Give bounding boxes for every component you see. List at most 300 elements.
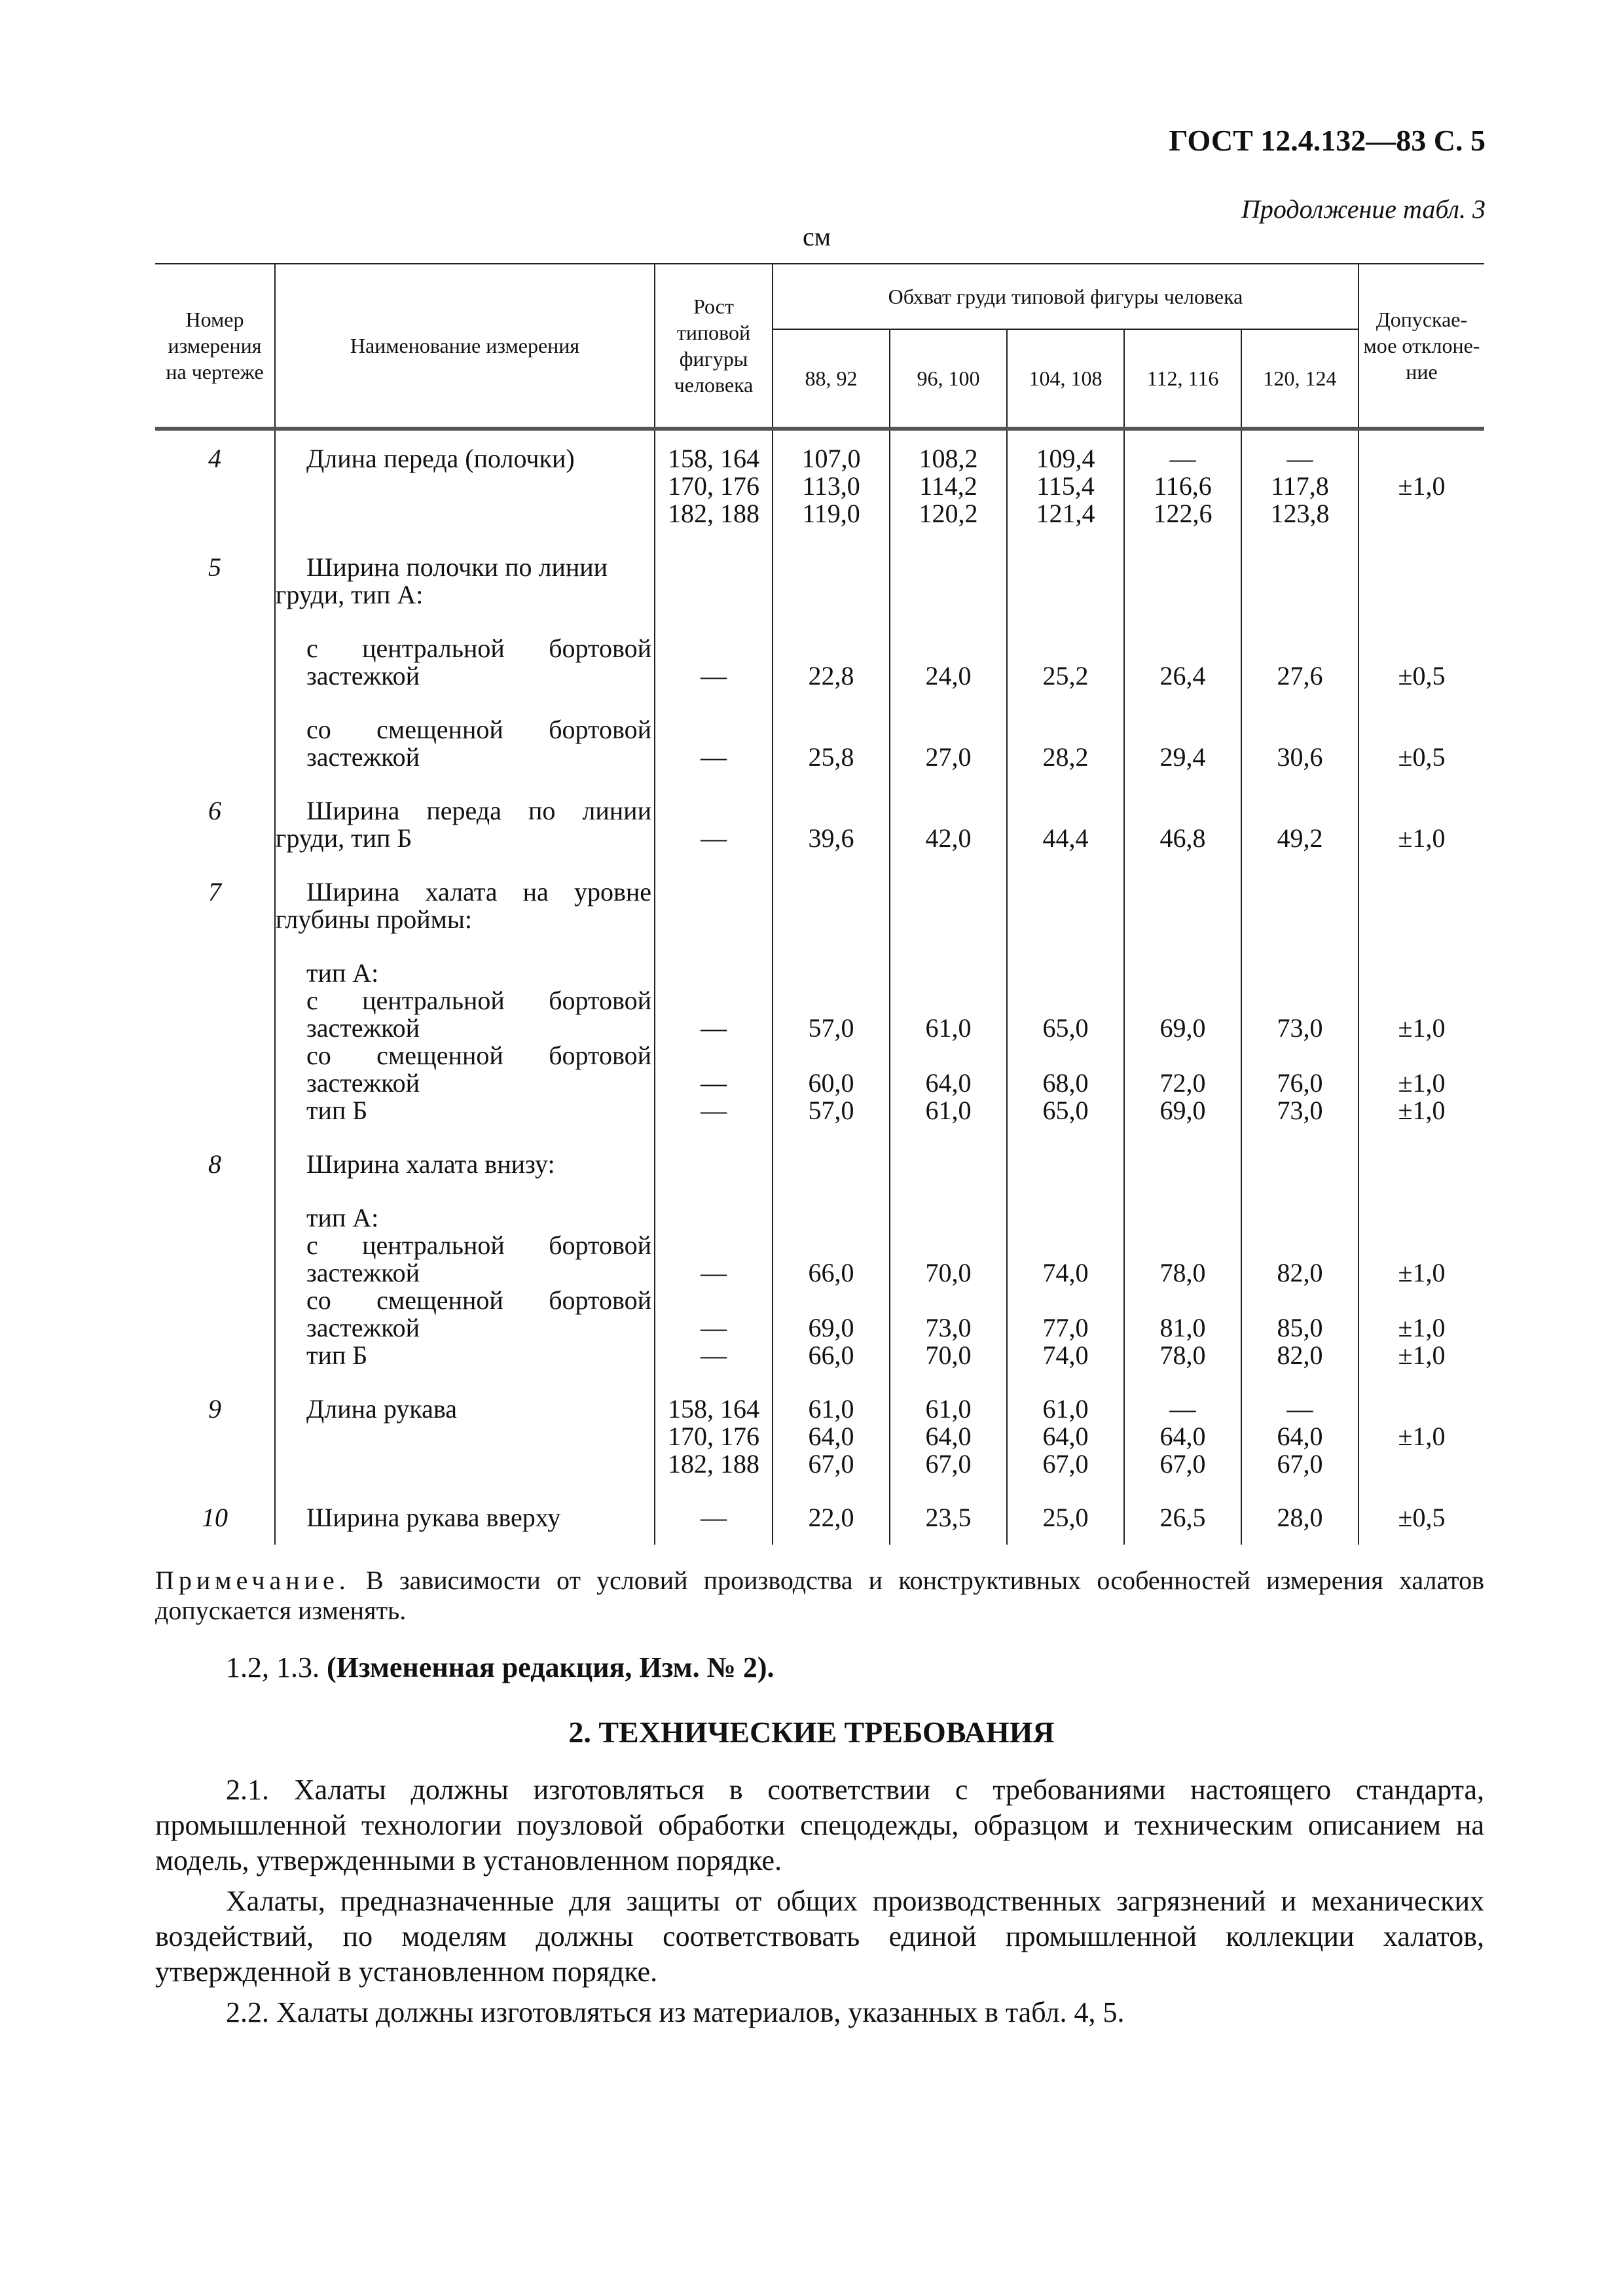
section-title: 2. ТЕХНИЧЕСКИЕ ТРЕБОВАНИЯ — [568, 1715, 1055, 1749]
tolerance — [1359, 1504, 1484, 1545]
measurement-name-line: тип Б — [306, 1340, 368, 1370]
chest-value — [890, 1504, 1007, 1545]
row-spacer — [1249, 852, 1351, 878]
measurement-name — [275, 1151, 655, 1395]
tolerance-value — [1366, 960, 1478, 987]
measurement-number-text: 4 — [208, 444, 221, 473]
row-spacer — [662, 933, 765, 960]
chest-value-cell — [1014, 581, 1117, 609]
tolerance-value: ±1,0 — [1398, 1013, 1446, 1043]
chest-value-cell — [780, 1287, 883, 1314]
figure-height-value: — — [701, 1068, 727, 1098]
row-spacer — [276, 1478, 651, 1504]
chest-value-cell — [1014, 1042, 1117, 1069]
chest-value — [1241, 429, 1359, 554]
paragraph-2-1-cont — [155, 1884, 1484, 1990]
measurement-name-line: застежкой — [306, 1013, 420, 1043]
chest-value-cell: 121,4 — [1036, 499, 1095, 528]
chest-value-cell: 69,0 — [808, 1313, 854, 1342]
measurement-name-line — [276, 500, 651, 528]
header-measurement-name: Наименование измерения — [275, 264, 655, 429]
chest-value-cell — [1131, 581, 1234, 609]
row-spacer — [662, 1478, 765, 1504]
chest-value-cell — [1014, 554, 1117, 581]
chest-value-cell: 66,0 — [808, 1258, 854, 1287]
row-spacer — [897, 1478, 1000, 1504]
chest-value-cell: 108,2 — [919, 444, 978, 473]
tolerance-value — [1366, 716, 1478, 744]
measurement-number — [155, 554, 275, 797]
row-spacer — [897, 528, 1000, 554]
chest-value-cell: 57,0 — [808, 1013, 854, 1043]
chest-value-cell — [780, 1232, 883, 1259]
measurement-name — [275, 797, 655, 878]
chest-value-cell — [897, 1287, 1000, 1314]
tolerance-value: ±1,0 — [1398, 1313, 1446, 1342]
note-text: В зависимости от условий производства и конструктивных особенностей измерения халатов допускается изменять. — [155, 1566, 1484, 1625]
row-spacer — [1131, 609, 1234, 635]
chest-value-cell: 122,6 — [1153, 499, 1213, 528]
measurement-name-line: тип Б — [306, 1096, 368, 1125]
measurement-name-line: Ширина халата внизу: — [306, 1149, 555, 1179]
row-spacer — [1014, 1124, 1117, 1151]
chest-value-cell: 72,0 — [1159, 1068, 1206, 1098]
chest-value-cell — [897, 1204, 1000, 1232]
tolerance — [1359, 554, 1484, 797]
chest-value-cell — [1131, 1204, 1234, 1232]
measurement-name-line: Длина переда (полочки) — [306, 444, 575, 473]
chest-value-cell: 61,0 — [925, 1096, 972, 1125]
chest-value-cell: 49,2 — [1277, 823, 1323, 853]
row-spacer — [1366, 1124, 1478, 1151]
chest-value-cell — [1014, 797, 1117, 825]
table-row — [155, 554, 1484, 797]
chest-value-cell — [897, 1042, 1000, 1069]
chest-value-cell: — — [1169, 444, 1196, 473]
chest-value-cell: 57,0 — [808, 1096, 854, 1125]
chest-value-cell — [897, 960, 1000, 987]
row-spacer — [1366, 609, 1478, 635]
measurement-name-line: груди, тип А: — [276, 580, 424, 609]
measurement-name-line: Ширина переда по линии — [306, 796, 651, 825]
figure-height-value: — — [701, 1503, 727, 1532]
measurement-name-line: застежкой — [306, 1258, 420, 1287]
tolerance-value — [1366, 1204, 1478, 1232]
row-spacer — [780, 1124, 883, 1151]
measurement-name — [275, 878, 655, 1151]
figure-height-value — [662, 1151, 765, 1178]
measurement-name-line: Ширина полочки по линии — [306, 552, 608, 582]
table-unit-label: см — [803, 222, 831, 251]
chest-value-cell: — — [1286, 1394, 1313, 1424]
chest-value-cell: 78,0 — [1159, 1258, 1206, 1287]
chest-value-cell: 25,2 — [1042, 661, 1089, 691]
row-spacer — [662, 609, 765, 635]
figure-height-value — [662, 1287, 765, 1314]
measurement-name-line: тип А: — [306, 1203, 379, 1232]
chest-value — [1241, 1504, 1359, 1545]
figure-height-value: — — [701, 742, 727, 772]
row-spacer — [1131, 690, 1234, 716]
chest-value-cell: 61,0 — [1042, 1394, 1089, 1424]
chest-value-cell: 81,0 — [1159, 1313, 1206, 1342]
header-chest-size: 88, 92 — [773, 329, 890, 429]
row-spacer — [1366, 1369, 1478, 1395]
tolerance-value: ±1,0 — [1398, 1340, 1446, 1370]
measurement-number-text: 10 — [202, 1503, 228, 1532]
tolerance-value — [1366, 581, 1478, 609]
chest-value-cell: 74,0 — [1042, 1340, 1089, 1370]
chest-value-cell — [1249, 635, 1351, 662]
chest-value-cell: 44,4 — [1042, 823, 1089, 853]
row-spacer — [662, 1124, 765, 1151]
chest-value-cell — [897, 581, 1000, 609]
paragraph-2-1 — [155, 1772, 1484, 1878]
header-chest-size: 96, 100 — [890, 329, 1007, 429]
chest-value-cell — [1249, 1287, 1351, 1314]
chest-value-cell — [1014, 878, 1117, 906]
header-figure-height: Рост типовой фигуры человека — [655, 264, 773, 429]
row-spacer — [276, 933, 651, 960]
paragraph-2-2 — [155, 1995, 1484, 2030]
chest-value-cell: 28,2 — [1042, 742, 1089, 772]
chest-value — [1007, 1151, 1124, 1395]
chest-value-cell — [897, 1232, 1000, 1259]
chest-value-cell: 73,0 — [1277, 1096, 1323, 1125]
row-spacer — [1014, 1178, 1117, 1204]
page-header: ГОСТ 12.4.132—83 С. 5 — [1169, 124, 1486, 157]
chest-value-cell: — — [1286, 444, 1313, 473]
row-spacer — [897, 852, 1000, 878]
figure-height — [655, 1395, 773, 1504]
chest-value-cell: 65,0 — [1042, 1013, 1089, 1043]
paragraph-text: 2.2. Халаты должны изготовляться из материалов, указанных в табл. 4, 5. — [226, 1996, 1125, 2028]
chest-value-cell — [1131, 1232, 1234, 1259]
row-spacer — [1014, 771, 1117, 797]
row-spacer — [1366, 771, 1478, 797]
chest-value-cell — [1131, 1287, 1234, 1314]
row-spacer — [1249, 771, 1351, 797]
chest-value-cell: 67,0 — [925, 1449, 972, 1479]
measurements-table — [155, 263, 1484, 1545]
row-spacer — [1249, 609, 1351, 635]
figure-height-value — [662, 960, 765, 987]
chest-value-cell: 25,8 — [808, 742, 854, 772]
chest-value-cell: 67,0 — [808, 1449, 854, 1479]
chest-value-cell — [1249, 878, 1351, 906]
figure-height-value: 182, 188 — [668, 1449, 759, 1479]
measurement-name-line — [276, 1423, 651, 1450]
chest-value-cell — [780, 635, 883, 662]
chest-value — [773, 554, 890, 797]
chest-value — [890, 797, 1007, 878]
row-spacer — [276, 1178, 651, 1204]
table-header — [155, 264, 1484, 429]
figure-height-value: — — [701, 1013, 727, 1043]
row-spacer — [1249, 1124, 1351, 1151]
chest-value-cell — [1131, 1042, 1234, 1069]
figure-height-value: 182, 188 — [668, 499, 759, 528]
tolerance-value — [1366, 1450, 1478, 1478]
tolerance-value: ±1,0 — [1398, 1068, 1446, 1098]
row-spacer — [1366, 852, 1478, 878]
chest-value-cell: 23,5 — [925, 1503, 972, 1532]
measurement-name-line: тип А: — [306, 958, 379, 988]
chest-value — [1007, 554, 1124, 797]
chest-value-cell: 27,6 — [1277, 661, 1323, 691]
chest-value — [1241, 1395, 1359, 1504]
figure-height-value — [662, 1042, 765, 1069]
chest-value — [1007, 429, 1124, 554]
chest-value-cell — [897, 1151, 1000, 1178]
figure-height-value — [662, 797, 765, 825]
chest-value-cell — [1131, 797, 1234, 825]
row-spacer — [1249, 1178, 1351, 1204]
tolerance-value — [1366, 1395, 1478, 1423]
chest-value-cell — [1249, 1151, 1351, 1178]
chest-value-cell: 61,0 — [925, 1013, 972, 1043]
chest-value-cell — [1249, 716, 1351, 744]
row-spacer — [1131, 933, 1234, 960]
chest-value-cell: 82,0 — [1277, 1340, 1323, 1370]
measurement-number — [155, 1395, 275, 1504]
chest-value-cell: 60,0 — [808, 1068, 854, 1098]
chest-value-cell — [780, 716, 883, 744]
row-spacer — [897, 690, 1000, 716]
chest-value-cell: 115,4 — [1036, 471, 1095, 501]
figure-height-value: 170, 176 — [668, 471, 759, 501]
chest-value-cell — [1249, 906, 1351, 933]
figure-height — [655, 554, 773, 797]
measurement-number — [155, 878, 275, 1151]
measurement-number-text: 5 — [208, 552, 221, 582]
row-spacer — [1131, 852, 1234, 878]
row-spacer — [1249, 1478, 1351, 1504]
tolerance-value — [1366, 878, 1478, 906]
tolerance-value — [1366, 500, 1478, 528]
chest-value-cell: 82,0 — [1277, 1258, 1323, 1287]
figure-height-value: 170, 176 — [668, 1422, 759, 1451]
table-row — [155, 797, 1484, 878]
row-spacer — [276, 609, 651, 635]
header-chest-size: 120, 124 — [1241, 329, 1359, 429]
chest-value-cell — [1014, 635, 1117, 662]
figure-height-value — [662, 1204, 765, 1232]
chest-value-cell — [897, 906, 1000, 933]
row-spacer — [1014, 690, 1117, 716]
row-spacer — [1366, 1178, 1478, 1204]
row-spacer — [780, 690, 883, 716]
chest-value-cell — [897, 554, 1000, 581]
measurement-name-line: застежкой — [306, 661, 420, 691]
tolerance — [1359, 1151, 1484, 1395]
chest-value-cell: 26,4 — [1159, 661, 1206, 691]
measurement-name-line: Ширина рукава вверху — [306, 1503, 561, 1532]
measurement-name-line: застежкой — [306, 742, 420, 772]
chest-value-cell — [1131, 878, 1234, 906]
tolerance-value: ±1,0 — [1398, 823, 1446, 853]
header-measurement-number: Номер измерения на чертеже — [155, 264, 275, 429]
figure-height-value — [662, 1232, 765, 1259]
paragraph-text: 2.1. Халаты должны изготовляться в соответствии с требованиями настоящего стандарта, промышленной технологии поузловой обработки спецодежды, образцом и техническим описанием на модель, утвержденными в установленном порядке. — [155, 1774, 1484, 1876]
chest-value-cell — [780, 960, 883, 987]
chest-value-cell: — — [1169, 1394, 1196, 1424]
chest-value-cell — [1249, 1232, 1351, 1259]
row-spacer — [780, 1478, 883, 1504]
row-spacer — [1366, 1478, 1478, 1504]
chest-value-cell: 64,0 — [1277, 1422, 1323, 1451]
chest-value-cell — [1131, 1151, 1234, 1178]
row-spacer — [276, 771, 651, 797]
chest-value-cell: 64,0 — [925, 1068, 972, 1098]
row-spacer — [780, 609, 883, 635]
chest-value-cell: 119,0 — [802, 499, 860, 528]
chest-value-cell: 64,0 — [1159, 1422, 1206, 1451]
chest-value — [773, 1151, 890, 1395]
header-chest-size: 104, 108 — [1007, 329, 1124, 429]
figure-height-value: — — [701, 1313, 727, 1342]
chest-value-cell: 78,0 — [1159, 1340, 1206, 1370]
row-spacer — [1131, 1124, 1234, 1151]
row-spacer — [1249, 690, 1351, 716]
measurement-name-line: застежкой — [306, 1068, 420, 1098]
measurement-number — [155, 1504, 275, 1545]
chest-value-cell: 25,0 — [1042, 1503, 1089, 1532]
chest-value-cell: 64,0 — [808, 1422, 854, 1451]
chest-value-cell: 109,4 — [1036, 444, 1095, 473]
chest-value — [1007, 878, 1124, 1151]
row-spacer — [1131, 528, 1234, 554]
chest-value-cell: 74,0 — [1042, 1258, 1089, 1287]
figure-height-value — [662, 635, 765, 662]
measurement-name-line: застежкой — [306, 1313, 420, 1342]
tolerance — [1359, 878, 1484, 1151]
chest-value-cell: 39,6 — [808, 823, 854, 853]
chest-value-cell — [780, 1042, 883, 1069]
row-spacer — [276, 852, 651, 878]
row-spacer — [276, 690, 651, 716]
row-spacer — [1014, 1369, 1117, 1395]
measurement-name-line: Длина рукава — [306, 1394, 457, 1424]
chest-value-cell — [1249, 987, 1351, 1014]
figure-height-value — [662, 716, 765, 744]
chest-value — [1124, 878, 1241, 1151]
chest-value-cell — [1249, 554, 1351, 581]
row-spacer — [897, 933, 1000, 960]
chest-value-cell: 67,0 — [1042, 1449, 1089, 1479]
chest-value-cell — [897, 878, 1000, 906]
tolerance-value: ±1,0 — [1398, 1422, 1446, 1451]
row-spacer — [780, 1369, 883, 1395]
chest-value — [890, 878, 1007, 1151]
figure-height — [655, 878, 773, 1151]
chest-value-cell: 27,0 — [925, 742, 972, 772]
measurement-name — [275, 554, 655, 797]
row-spacer — [780, 528, 883, 554]
chest-value — [1124, 1395, 1241, 1504]
table-continuation-label: Продолжение табл. 3 — [1241, 194, 1486, 224]
chest-value-cell — [780, 554, 883, 581]
chest-value — [1007, 1395, 1124, 1504]
chest-value-cell: 76,0 — [1277, 1068, 1323, 1098]
figure-height-value — [662, 987, 765, 1014]
measurement-name-line: глубины проймы: — [276, 905, 472, 934]
chest-value-cell — [1131, 716, 1234, 744]
header-chest-size: 112, 116 — [1124, 329, 1241, 429]
row-spacer — [897, 609, 1000, 635]
chest-value — [1241, 878, 1359, 1151]
row-spacer — [662, 528, 765, 554]
measurement-name-line: со смещенной бортовой — [306, 1041, 651, 1070]
row-spacer — [1366, 690, 1478, 716]
tolerance-value — [1366, 1151, 1478, 1178]
chest-value-cell: 85,0 — [1277, 1313, 1323, 1342]
figure-height-value: 158, 164 — [668, 444, 759, 473]
chest-value — [1124, 429, 1241, 554]
measurement-name-line: с центральной бортовой — [306, 1230, 651, 1260]
chest-value-cell — [1014, 1232, 1117, 1259]
figure-height — [655, 429, 773, 554]
row-spacer — [1249, 528, 1351, 554]
amendment-line — [226, 1651, 774, 1684]
chest-value-cell — [897, 797, 1000, 825]
chest-value-cell: 26,5 — [1159, 1503, 1206, 1532]
chest-value-cell: 22,0 — [808, 1503, 854, 1532]
amendment-prefix: 1.2, 1.3. — [226, 1651, 327, 1683]
row-spacer — [276, 528, 651, 554]
row-spacer — [662, 690, 765, 716]
tolerance-value — [1366, 1232, 1478, 1259]
chest-value — [773, 878, 890, 1151]
chest-value-cell: 69,0 — [1159, 1096, 1206, 1125]
chest-value-cell: 73,0 — [925, 1313, 972, 1342]
tolerance-value — [1366, 906, 1478, 933]
chest-value-cell: 73,0 — [1277, 1013, 1323, 1043]
row-spacer — [662, 1178, 765, 1204]
chest-value-cell: 120,2 — [919, 499, 978, 528]
chest-value-cell: 114,2 — [919, 471, 977, 501]
tolerance — [1359, 429, 1484, 554]
tolerance-value: ±1,0 — [1398, 1258, 1446, 1287]
measurement-name-line — [276, 1450, 651, 1478]
chest-value-cell — [1131, 987, 1234, 1014]
row-spacer — [780, 933, 883, 960]
figure-height-value: — — [701, 1340, 727, 1370]
chest-value-cell: 22,8 — [808, 661, 854, 691]
row-spacer — [897, 1124, 1000, 1151]
chest-value-cell — [1249, 1042, 1351, 1069]
row-spacer — [276, 1124, 651, 1151]
chest-value — [773, 1395, 890, 1504]
row-spacer — [780, 852, 883, 878]
chest-value — [1241, 554, 1359, 797]
chest-value-cell: 42,0 — [925, 823, 972, 853]
row-spacer — [1366, 528, 1478, 554]
chest-value — [890, 1395, 1007, 1504]
chest-value-cell — [1014, 906, 1117, 933]
chest-value-cell — [1014, 987, 1117, 1014]
tolerance-value: ±1,0 — [1398, 471, 1446, 501]
table-row — [155, 1151, 1484, 1395]
chest-value-cell: 46,8 — [1159, 823, 1206, 853]
table-row — [155, 1504, 1484, 1545]
tolerance-value — [1366, 1042, 1478, 1069]
note-label: Примечание. — [155, 1566, 350, 1595]
chest-value-cell: 69,0 — [1159, 1013, 1206, 1043]
row-spacer — [1014, 852, 1117, 878]
measurement-number-text: 9 — [208, 1394, 221, 1424]
amendment-bold: (Измененная редакция, Изм. № 2). — [327, 1651, 775, 1683]
